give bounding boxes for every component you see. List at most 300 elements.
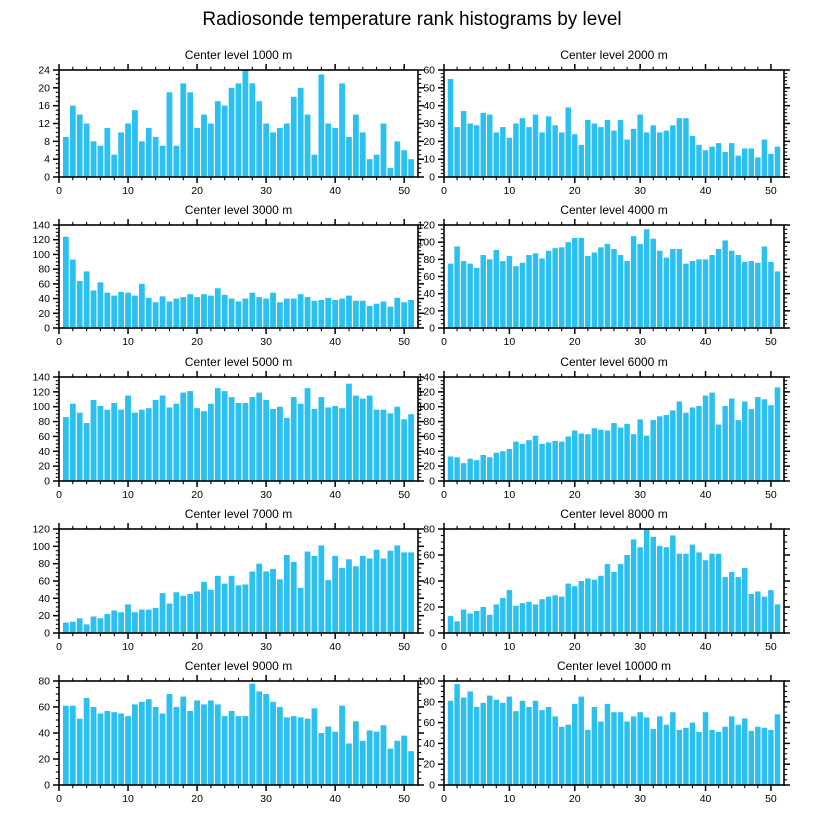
x-tick-label: 10 [503, 185, 516, 197]
bar [312, 708, 318, 785]
bar [716, 249, 721, 328]
bar [256, 564, 262, 633]
bar [494, 604, 499, 633]
bar [104, 410, 110, 481]
bar [187, 391, 193, 481]
y-tick-label: 0 [429, 779, 435, 792]
x-tick-label: 0 [56, 336, 62, 348]
y-tick-label: 120 [32, 234, 50, 247]
x-tick-label: 40 [699, 336, 712, 348]
bar [624, 722, 629, 785]
bar [146, 408, 152, 481]
bar [381, 124, 387, 178]
bar [507, 256, 512, 328]
x-tick-label: 10 [122, 336, 134, 348]
subplot-title: Center level 10000 m [556, 659, 672, 673]
bar [605, 564, 610, 633]
bar [111, 403, 117, 481]
bar [644, 717, 649, 785]
bar [539, 599, 544, 633]
y-tick-label: 100 [32, 248, 50, 261]
bar [63, 623, 69, 633]
bar [454, 127, 459, 177]
bar [167, 407, 173, 481]
bar [111, 155, 117, 177]
y-tick-label: 140 [32, 219, 50, 232]
bar [722, 577, 727, 633]
y-tick-label: 40 [423, 100, 435, 113]
y-tick-label: 120 [32, 523, 50, 536]
bar [70, 106, 76, 177]
bar [722, 152, 727, 177]
histogram-canvas [398, 351, 806, 505]
bar [735, 255, 740, 328]
x-tick-label: 50 [398, 489, 411, 501]
bar [775, 147, 780, 177]
bar [644, 529, 649, 633]
bar [84, 271, 90, 328]
bar [381, 410, 387, 481]
bar [201, 704, 207, 785]
bar [125, 604, 131, 633]
bar [683, 264, 688, 328]
bar [353, 301, 359, 328]
y-tick-label: 60 [38, 701, 50, 714]
y-tick-label: 20 [38, 753, 50, 766]
y-tick-label: 0 [44, 779, 50, 792]
bar [77, 719, 83, 785]
x-tick-label: 50 [398, 336, 411, 348]
bar [208, 701, 214, 786]
y-tick-label: 20 [423, 758, 435, 771]
bar [768, 590, 773, 633]
bar [132, 704, 138, 785]
subplot-title: Center level 6000 m [560, 355, 668, 369]
bar [729, 251, 734, 328]
y-tick-label: 140 [417, 371, 435, 384]
bar [215, 101, 221, 177]
bar [201, 411, 207, 481]
bar [160, 593, 166, 633]
bar [559, 727, 564, 785]
y-tick-label: 80 [38, 558, 50, 571]
bar [387, 307, 393, 328]
bar [526, 602, 531, 633]
bar [605, 430, 610, 481]
bar [77, 115, 83, 177]
x-tick-label: 40 [699, 641, 712, 653]
bar [755, 591, 760, 633]
bar [664, 725, 669, 785]
bar [539, 444, 544, 481]
bar [70, 404, 76, 481]
bar [742, 148, 747, 177]
bar [332, 300, 338, 328]
bar [236, 403, 242, 481]
bar [657, 546, 662, 633]
bar [565, 584, 570, 633]
bar [277, 407, 283, 481]
subplot-5000m [13, 351, 440, 505]
x-tick-label: 20 [568, 489, 581, 501]
bar [132, 110, 138, 177]
bar [500, 451, 505, 481]
bar [339, 83, 345, 177]
y-tick-label: 20 [423, 460, 435, 473]
bar [768, 262, 773, 328]
bar [598, 247, 603, 328]
bar [387, 551, 393, 633]
bar [755, 397, 760, 481]
bar [187, 92, 193, 177]
y-tick-label: 10 [423, 153, 435, 166]
bar [291, 299, 297, 328]
bar [775, 387, 780, 481]
bar [167, 92, 173, 177]
bar [762, 597, 767, 633]
bar [111, 712, 117, 785]
bar [657, 716, 662, 785]
y-tick-label: 80 [423, 696, 435, 709]
bar [552, 125, 557, 177]
bar [249, 293, 255, 328]
bar [125, 293, 131, 328]
bar [539, 258, 544, 328]
bar [500, 598, 505, 633]
subplot-title: Center level 1000 m [184, 48, 293, 62]
y-tick-label: 40 [423, 445, 435, 458]
bar [236, 716, 242, 785]
bar [598, 722, 603, 785]
bar [552, 441, 557, 481]
bar [494, 700, 499, 785]
bar [98, 282, 104, 328]
bar [611, 423, 616, 481]
bar [77, 281, 83, 328]
bar [118, 714, 124, 786]
bar [70, 260, 76, 328]
bar [243, 716, 249, 785]
bar [194, 128, 200, 177]
subplot-4000m [398, 199, 806, 352]
bar [487, 259, 492, 328]
bar [222, 716, 228, 785]
subplot-1000m [13, 44, 440, 201]
bar [270, 702, 276, 785]
y-tick-label: 80 [423, 416, 435, 429]
subplot-title: Center level 7000 m [184, 507, 293, 521]
bar [579, 238, 584, 328]
bar [249, 397, 255, 481]
bar [132, 296, 138, 328]
bar [454, 684, 459, 785]
bar [236, 83, 242, 177]
bar [480, 255, 485, 328]
bar [146, 128, 152, 177]
x-tick-label: 50 [398, 641, 411, 653]
bar [360, 556, 366, 633]
bar [153, 302, 159, 328]
histogram-canvas [13, 655, 440, 809]
bar [605, 704, 610, 785]
bar [91, 617, 97, 633]
bar [624, 140, 629, 177]
bar [664, 131, 669, 177]
y-tick-label: 40 [423, 288, 435, 301]
bar [690, 407, 695, 481]
y-tick-label: 60 [423, 64, 435, 77]
bar [755, 157, 760, 177]
bar [480, 607, 485, 633]
bar [63, 417, 69, 481]
x-tick-label: 40 [329, 336, 341, 348]
bar [716, 143, 721, 177]
y-tick-label: 40 [38, 592, 50, 605]
bar [84, 698, 90, 785]
bar [387, 168, 393, 177]
bar [664, 415, 669, 481]
y-tick-label: 40 [423, 575, 435, 588]
bar [690, 545, 695, 633]
bar [749, 409, 754, 481]
bar [592, 252, 597, 328]
x-tick-label: 40 [699, 185, 712, 197]
subplot-3000m [13, 199, 440, 352]
bar [270, 569, 276, 633]
bar [768, 730, 773, 785]
bar [360, 741, 366, 785]
histogram-canvas [398, 199, 806, 352]
bar [353, 566, 359, 633]
bar [291, 716, 297, 785]
bar [98, 146, 104, 177]
bar [318, 545, 324, 633]
bar [520, 701, 525, 785]
bar [222, 584, 228, 633]
x-tick-label: 20 [191, 641, 203, 653]
bar [167, 604, 173, 633]
bar [91, 400, 97, 481]
bar [173, 707, 179, 785]
bar [487, 696, 492, 785]
y-tick-label: 4 [44, 153, 50, 166]
bar [709, 255, 714, 328]
bar [146, 298, 152, 328]
y-tick-label: 0 [44, 475, 50, 488]
y-tick-label: 0 [429, 627, 435, 640]
x-tick-label: 50 [765, 336, 777, 348]
bar [762, 246, 767, 328]
y-tick-label: 140 [32, 371, 50, 384]
bar [546, 442, 551, 481]
bar [243, 584, 249, 633]
subplot-title: Center level 5000 m [184, 355, 293, 369]
y-tick-label: 80 [423, 523, 435, 536]
bar [132, 413, 138, 481]
x-tick-label: 40 [329, 489, 341, 501]
bar [215, 388, 221, 481]
histogram-canvas [398, 44, 806, 201]
bar [180, 83, 186, 177]
bar [180, 297, 186, 328]
bar [160, 714, 166, 786]
bar [312, 155, 318, 177]
bar [270, 132, 276, 177]
bar [467, 691, 472, 785]
bar [332, 732, 338, 785]
bar [572, 430, 577, 481]
bar [284, 555, 290, 633]
x-tick-label: 10 [122, 185, 134, 197]
bar [104, 293, 110, 328]
bar [77, 413, 83, 481]
bar [637, 244, 642, 328]
bar [533, 701, 538, 785]
bar [768, 405, 773, 481]
subplot-7000m [13, 503, 440, 657]
bar [749, 148, 754, 177]
bar [539, 710, 544, 785]
bar [565, 725, 570, 785]
bar [650, 729, 655, 785]
bar [98, 618, 104, 633]
y-tick-label: 40 [38, 445, 50, 458]
bar [194, 297, 200, 328]
y-tick-label: 40 [423, 737, 435, 750]
x-tick-label: 10 [503, 336, 516, 348]
bar [160, 296, 166, 328]
bar [448, 701, 453, 785]
x-tick-label: 20 [191, 489, 203, 501]
x-tick-label: 20 [568, 185, 581, 197]
bar [339, 568, 345, 633]
y-tick-label: 60 [423, 549, 435, 562]
bar [520, 603, 525, 633]
bar [742, 402, 747, 481]
bar [742, 718, 747, 785]
bar [507, 590, 512, 633]
bar [624, 555, 629, 633]
bar [461, 610, 466, 633]
bar [284, 299, 290, 328]
bar [611, 249, 616, 328]
bar [256, 691, 262, 785]
bar [520, 444, 525, 481]
bar [256, 393, 262, 481]
bar [585, 120, 590, 177]
y-tick-label: 80 [38, 416, 50, 429]
bar [631, 716, 636, 785]
bar [735, 725, 740, 785]
bar [755, 727, 760, 785]
bar [98, 406, 104, 481]
bar [305, 552, 311, 633]
bar [631, 236, 636, 328]
bar [722, 406, 727, 481]
bar [201, 294, 207, 328]
bar [153, 707, 159, 785]
bar [194, 701, 200, 786]
y-tick-label: 100 [417, 675, 435, 688]
bar [70, 706, 76, 785]
bar [572, 586, 577, 633]
bar [637, 419, 642, 481]
bar [208, 296, 214, 328]
bar [677, 730, 682, 785]
y-tick-label: 20 [423, 305, 435, 318]
bar [125, 716, 131, 785]
bar [513, 266, 518, 328]
bar [677, 118, 682, 177]
bar [367, 730, 373, 785]
bar [487, 115, 492, 177]
bar [513, 124, 518, 178]
bar [215, 704, 221, 785]
x-tick-label: 0 [441, 641, 447, 653]
bar [353, 396, 359, 481]
bar [716, 425, 721, 481]
bar [229, 88, 235, 177]
y-tick-label: 60 [38, 575, 50, 588]
bar [461, 111, 466, 177]
bar [91, 141, 97, 177]
bar [374, 304, 380, 328]
bar [500, 127, 505, 177]
bar [749, 261, 754, 328]
bar [325, 407, 331, 481]
x-tick-label: 10 [503, 489, 516, 501]
bar [696, 732, 701, 785]
bar [572, 704, 577, 785]
bar [644, 229, 649, 328]
bar [153, 400, 159, 481]
bar [729, 399, 734, 481]
bar [173, 592, 179, 633]
bar [448, 616, 453, 633]
y-tick-label: 100 [417, 236, 435, 249]
y-tick-label: 60 [38, 278, 50, 291]
bar [249, 684, 255, 785]
bar [63, 237, 69, 328]
bar [507, 697, 512, 785]
bar [735, 156, 740, 177]
x-tick-label: 30 [634, 489, 646, 501]
x-tick-label: 10 [122, 793, 134, 805]
x-tick-label: 20 [191, 185, 203, 197]
bar [201, 582, 207, 633]
bar [91, 290, 97, 328]
bar [263, 694, 269, 785]
x-tick-label: 50 [765, 641, 777, 653]
y-tick-label: 120 [32, 386, 50, 399]
x-tick-label: 30 [634, 793, 646, 805]
bar [98, 714, 104, 786]
bar [270, 293, 276, 328]
bar [146, 699, 152, 785]
bar [277, 707, 283, 785]
bar [312, 301, 318, 328]
x-tick-label: 50 [765, 185, 777, 197]
bar [367, 396, 373, 481]
bar [572, 134, 577, 177]
x-tick-label: 10 [503, 793, 516, 805]
bar [305, 297, 311, 328]
x-tick-label: 10 [122, 489, 134, 501]
bar [683, 554, 688, 633]
bar [339, 299, 345, 328]
bar [132, 612, 138, 633]
bar [494, 250, 499, 328]
